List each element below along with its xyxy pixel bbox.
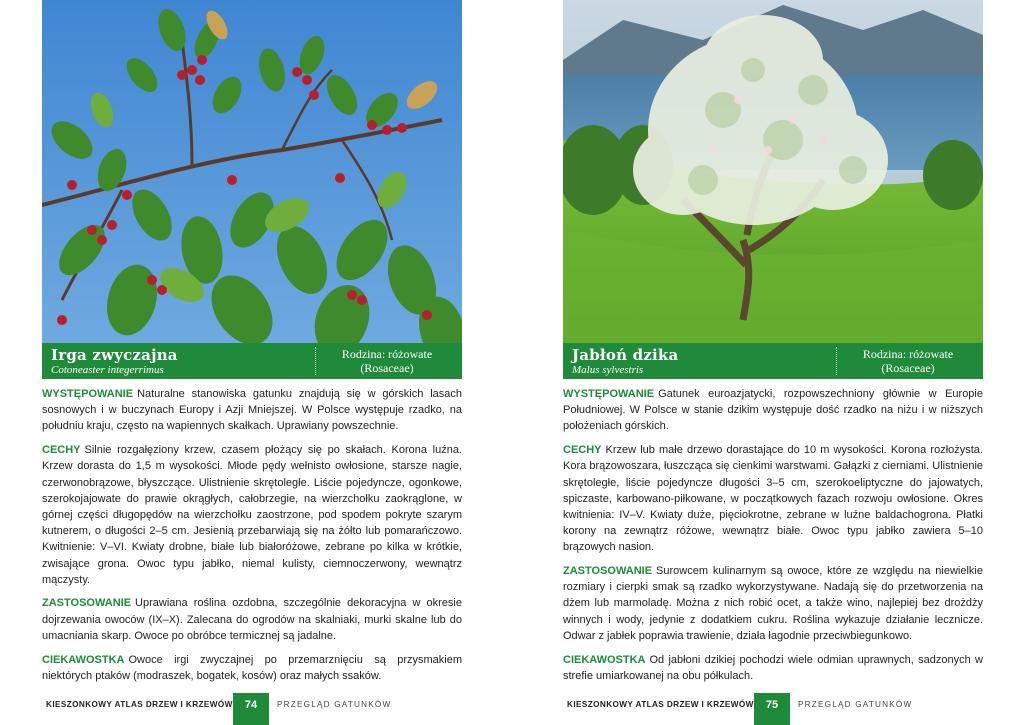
family-label: Rodzina: różowate (862, 347, 954, 361)
section-features (42, 442, 462, 588)
section-trivia (563, 652, 983, 684)
section-uses (42, 595, 462, 644)
page-number: 74 (233, 693, 269, 725)
species-description (42, 386, 462, 691)
section-text: Od jabłoni dzikiej pochodzi wiele odmian uprawnych, sadzonych w strefie umiarkowanej na obu półkulach. (563, 653, 983, 682)
section-label: CECHY (42, 444, 81, 457)
section-text: Uprawiana roślina ozdobna, szczególnie dekoracyjna w okresie dojrzewania owoców (IX–X). Zalecana do ogrodów na skalniaki, murki skalne lub do umacniania skarp. Owoce po obróbce termicznej są jadalne. (42, 597, 462, 642)
family-latin: (Rosaceae) (360, 361, 414, 375)
section-trivia (42, 652, 462, 684)
apple-tree-photo (563, 0, 983, 343)
section-label: WYSTĘPOWANIE (42, 388, 134, 400)
species-name: Jabłoń dzika (572, 346, 679, 364)
left-page (42, 0, 462, 725)
page-footer (42, 693, 462, 725)
section-label: ZASTOSOWANIE (42, 597, 132, 610)
section-occurrence (563, 386, 983, 435)
right-page (563, 0, 983, 725)
section-label: ZASTOSOWANIE (563, 565, 653, 578)
section-label: CIEKAWOSTKA (42, 653, 125, 666)
latin-name: Malus sylvestris (572, 364, 644, 376)
page-number: 75 (754, 693, 790, 725)
section-label: CECHY (563, 444, 602, 457)
atlas-title: KIESZONKOWY ATLAS DRZEW I KRZEWÓW (567, 700, 754, 709)
species-title-bar (563, 343, 983, 379)
section-occurrence (42, 386, 462, 435)
species-description (563, 386, 983, 691)
family-latin: (Rosaceae) (881, 361, 935, 375)
title-divider (836, 347, 837, 375)
section-features (563, 442, 983, 555)
section-label: CIEKAWOSTKA (563, 653, 646, 666)
species-title-bar (42, 343, 462, 379)
section-text: Krzew lub małe drzewo dorastające do 10 m wysokości. Korona rozłożysta. Kora brązowoszara, łuszcząca się cienkimi warstwami. Gałązki z cierniami. Ulistnienie skrętoległe, liście pojedyncze długości 3–5 cm, szerokoeliptyczne do jajowatych, spiczaste, karbowano-piłkowane, w początkowych fazach rozwoju owłosione. Okres kwitnienia: IV–V. Kwiaty duże, pięciokrotne, zebrane w luźne baldachogrona. Płatki korony na zewnątrz różowe, wewnątrz białe. Owoc typu jabłko zawiera 5–10 brązowych nasion. (563, 444, 983, 554)
section-text: Silnie rozgałęziony krzew, czasem płożący się po skałach. Korona luźna. Krzew dorasta do 1,5 m wysokości. Młode pędy wełnisto owłosione, starsze nagie, czerwonobrązowe, błyszczące. Ulistnienie skrętoległe. Liście pojedyncze, ogonkowe, szerokojajowate do prawie okrągłych, całobrzegie, na wierzchołku zaokrąglone, w górnej części długopędów na wierzchołku zaostrzone, pod spodem pokryte szarym kutnerem, o długości 2–5 cm. Jesienią przebarwiają się na żółto lub pomarańczowo. Kwitnienie: V–VI. Kwiaty drobne, białe lub białoróżowe, zebrane po kilka w krótkie, zwisające grona. Owoc typu jabłko, niemal kulisty, ciemnoczerwony, wewnątrz mączysty. (42, 444, 462, 586)
section-uses (563, 563, 983, 644)
section-name: PRZEGLĄD GATUNKÓW (277, 700, 392, 709)
section-text: Surowcem kulinarnym są owoce, które ze względu na niewielkie rozmiary i cierpki smak są rzadko wykorzystywane. Nadają się do przetworzenia na dżem lub marmoladę. Można z nich robić ocet, a także wino, najlepiej bez drożdży winnych i wody, jedynie z dodatkiem cukru. Roślina wykazuje działanie lecznicze. Odwar z jabłek poprawia trawienie, działa łagodnie przeciwbiegunkowo. (563, 565, 983, 642)
section-name: PRZEGLĄD GATUNKÓW (798, 700, 913, 709)
cotoneaster-photo (42, 0, 462, 343)
atlas-title: KIESZONKOWY ATLAS DRZEW I KRZEWÓW (46, 700, 233, 709)
title-divider (315, 347, 316, 375)
section-text: Owoce irgi zwyczajnej po przemarznięciu są przysmakiem niektórych ptaków (modraszek, bogatek, kosów) oraz małych ssaków. (42, 653, 462, 682)
species-name: Irga zwyczajna (51, 346, 178, 364)
latin-name: Cotoneaster integerrimus (51, 364, 164, 376)
section-text: Gatunek euroazjatycki, rozpowszechniony głównie w Europie Południowej. W Polsce w stanie dzikim występuje dość rzadko na niżu i w niższych położeniach górskich. (563, 388, 983, 433)
page-footer (563, 693, 983, 725)
section-text: Naturalne stanowiska gatunku znajdują się w górskich lasach sosnowych i w buczynach Europy i Azji Mniejszej. W Polsce występuje rzadko, na południu kraju, często na wapiennych skałkach. Uprawiany powszechnie. (42, 388, 462, 433)
section-label: WYSTĘPOWANIE (563, 388, 655, 400)
family-label: Rodzina: różowate (341, 347, 433, 361)
